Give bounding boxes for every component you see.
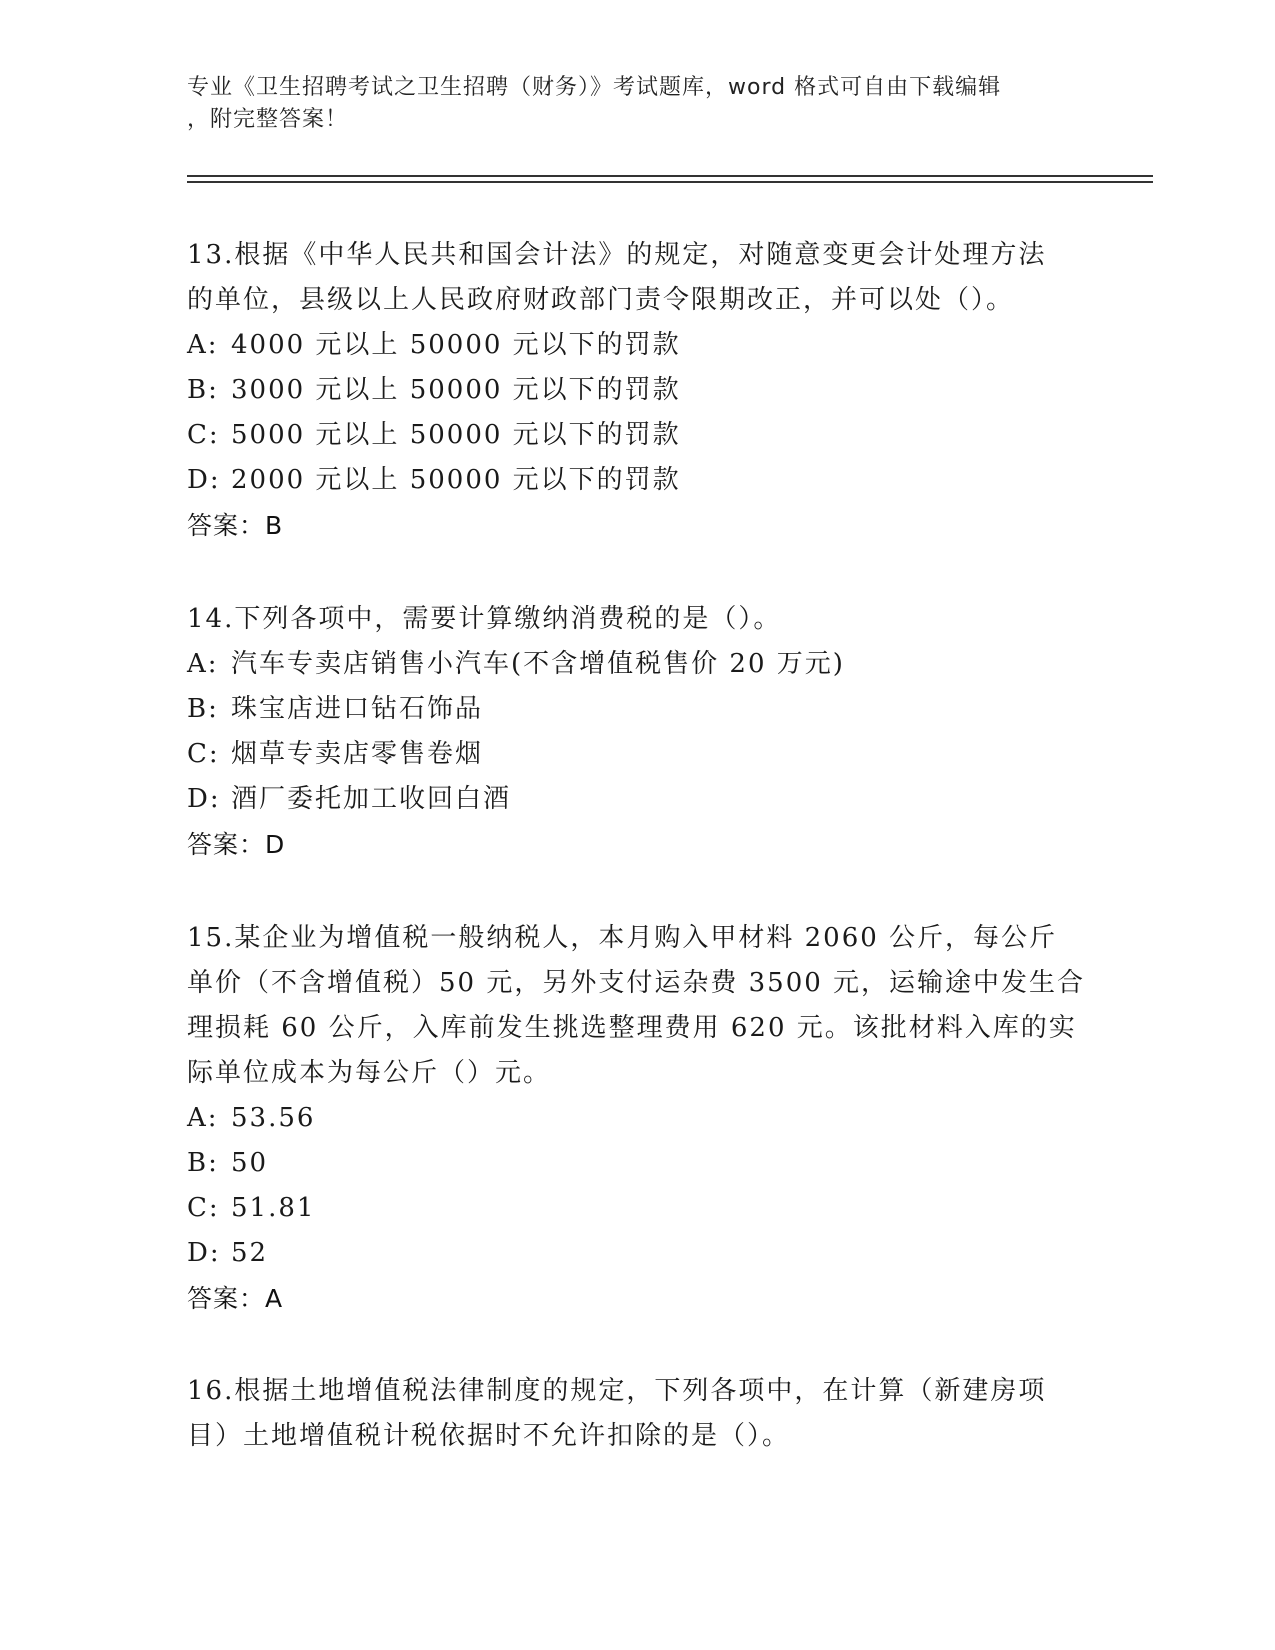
header-line-2: ，附完整答案！ [187, 107, 349, 132]
option-a [187, 1096, 1087, 1141]
question-stem-line: 15.某企业为增值税一般纳税人，本月购入甲材料 2060 公斤，每公斤 [187, 923, 1058, 953]
question-16 [187, 1369, 1087, 1459]
option-text: 珠宝店进口钻石饰品 [231, 694, 484, 724]
header-divider-bottom [187, 181, 1153, 183]
option-c [187, 732, 1087, 777]
option-letter: B: [187, 694, 219, 724]
option-d [187, 777, 1087, 822]
option-text: 4000 元以上 50000 元以下的罚款 [231, 330, 681, 360]
option-a [187, 642, 1087, 687]
question-stem-line: 的单位，县级以上人民政府财政部门责令限期改正，并可以处（）。 [187, 285, 1015, 315]
option-letter: D: [187, 1238, 221, 1268]
question-stem-line: 单价（不含增值税）50 元，另外支付运杂费 3500 元，运输途中发生合 [187, 968, 1086, 998]
option-b [187, 368, 1087, 413]
answer-line: 答案：A [187, 1284, 284, 1313]
option-a [187, 323, 1087, 368]
option-text: 51.81 [231, 1193, 316, 1223]
answer-line: 答案：B [187, 511, 284, 540]
question-stem-line: 14.下列各项中，需要计算缴纳消费税的是（）。 [187, 604, 782, 634]
option-c [187, 413, 1087, 458]
option-text: 50 [231, 1148, 269, 1178]
option-letter: A: [187, 1103, 219, 1133]
option-letter: C: [187, 420, 220, 450]
option-letter: C: [187, 739, 220, 769]
question-stem-line: 13.根据《中华人民共和国会计法》的规定，对随意变更会计处理方法 [187, 240, 1047, 270]
option-letter: D: [187, 465, 221, 495]
option-text: 53.56 [231, 1103, 316, 1133]
question-13 [187, 233, 1087, 548]
option-letter: A: [187, 649, 219, 679]
header-divider-top [187, 175, 1153, 177]
option-letter: C: [187, 1193, 220, 1223]
option-text: 2000 元以上 50000 元以下的罚款 [231, 465, 681, 495]
option-text: 汽车专卖店销售小汽车(不含增值税售价 20 万元) [231, 649, 845, 679]
option-b [187, 1141, 1087, 1186]
option-letter: B: [187, 375, 219, 405]
header-line-1: 专业《卫生招聘考试之卫生招聘（财务）》考试题库，word 格式可自由下载编辑 [187, 75, 1002, 100]
question-stem-line: 理损耗 60 公斤，入库前发生挑选整理费用 620 元。该批材料入库的实 [187, 1013, 1077, 1043]
question-14 [187, 597, 1087, 867]
option-letter: B: [187, 1148, 219, 1178]
option-b [187, 687, 1087, 732]
document-header [187, 72, 1067, 136]
option-d [187, 458, 1087, 503]
question-stem-line: 目）土地增值税计税依据时不允许扣除的是（）。 [187, 1421, 791, 1451]
option-text: 52 [231, 1238, 269, 1268]
question-stem-line: 16.根据土地增值税法律制度的规定，下列各项中，在计算（新建房项 [187, 1376, 1047, 1406]
option-text: 烟草专卖店零售卷烟 [231, 739, 484, 769]
option-text: 酒厂委托加工收回白酒 [231, 784, 512, 814]
option-c [187, 1186, 1087, 1231]
question-15 [187, 916, 1087, 1321]
option-text: 5000 元以上 50000 元以下的罚款 [231, 420, 681, 450]
option-text: 3000 元以上 50000 元以下的罚款 [231, 375, 681, 405]
question-stem-line: 际单位成本为每公斤（）元。 [187, 1058, 552, 1088]
option-letter: A: [187, 330, 219, 360]
answer-line: 答案：D [187, 830, 286, 859]
option-letter: D: [187, 784, 221, 814]
option-d [187, 1231, 1087, 1276]
